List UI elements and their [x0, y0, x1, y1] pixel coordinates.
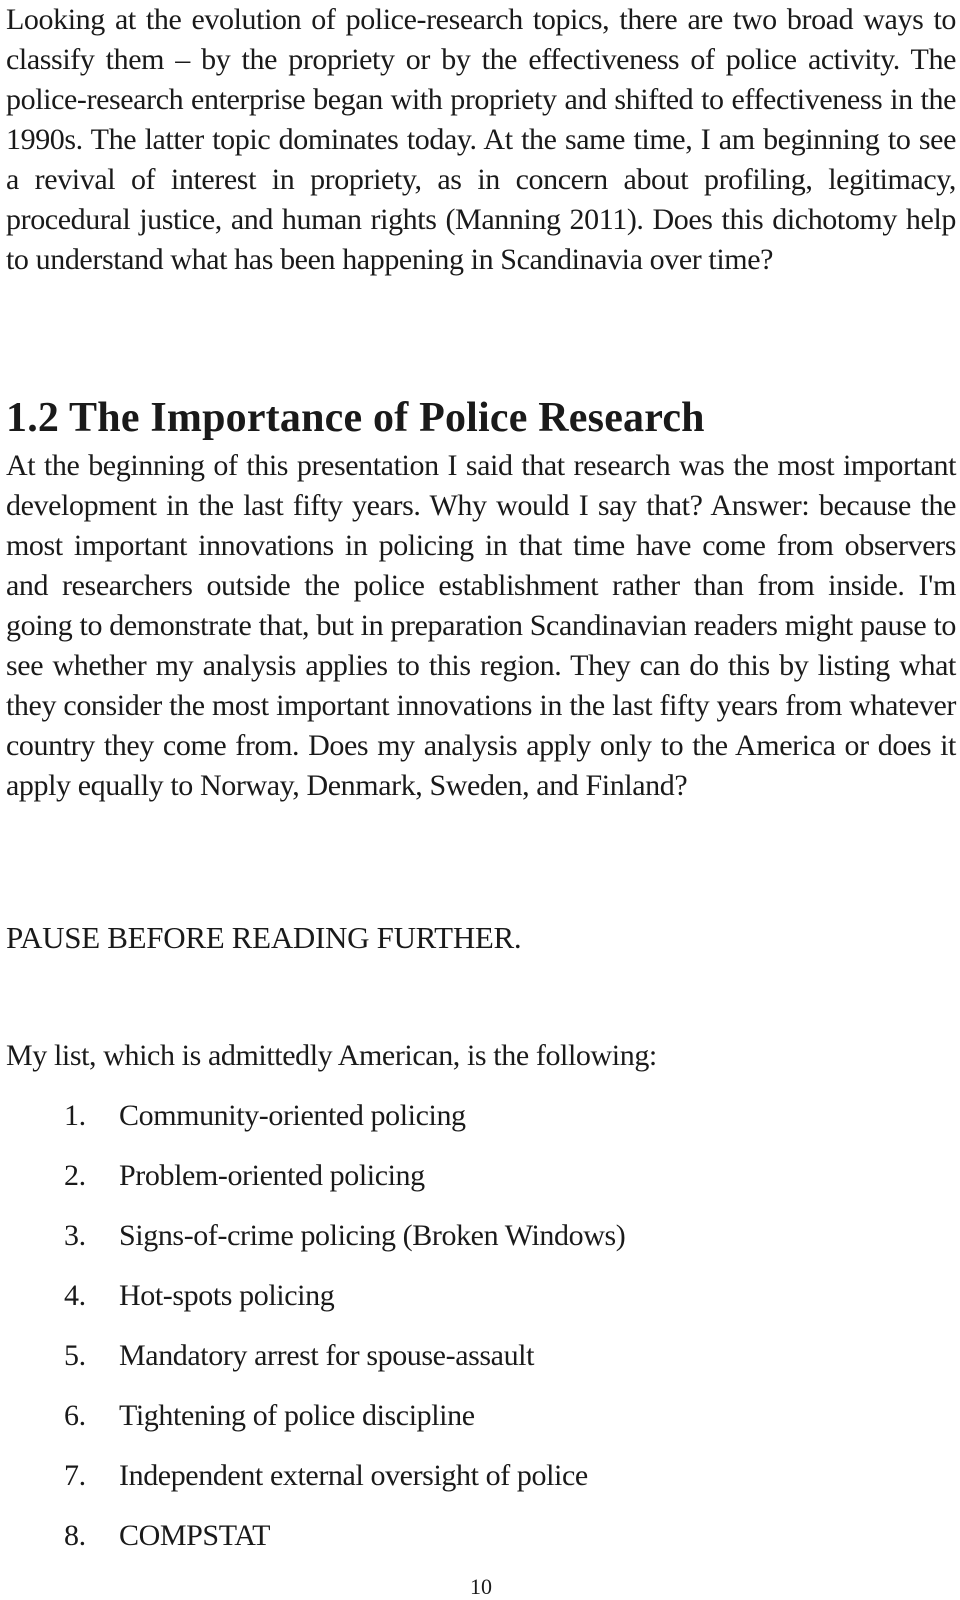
list-item-number: 5. — [64, 1339, 86, 1372]
list-item-text: Signs-of-crime policing (Broken Windows) — [119, 1219, 626, 1252]
list-item-text: Problem-oriented policing — [119, 1159, 425, 1192]
pause-note: PAUSE BEFORE READING FURTHER. — [6, 920, 522, 955]
section-heading: 1.2 The Importance of Police Research — [6, 395, 705, 441]
list-intro: My list, which is admittedly American, is the following: — [6, 1039, 657, 1072]
list-item-number: 8. — [64, 1519, 86, 1552]
list-item — [6, 1336, 956, 1396]
list-item — [6, 1516, 956, 1576]
body-paragraph: Looking at the evolution of police-research topics, there are two broad ways to classify them – by the propriety or by the effectiveness of police activity. The police-research enterprise began with propriety and shifted to effectiveness in the 1990s. The latter topic dominates today. At the same time, I am beginning to see a revival of interest in propriety, as in concern about profiling, legitimacy, procedural justice, and human rights (Manning 2011). Does this dichotomy help to understand what has been happening in Scandinavia over time? — [6, 3, 956, 276]
list-item-number: 1. — [64, 1099, 86, 1132]
list-item-text: COMPSTAT — [119, 1519, 271, 1552]
list-item-text: Independent external oversight of police — [119, 1459, 588, 1492]
list-item-text: Community-oriented policing — [119, 1099, 466, 1132]
list-item — [6, 1396, 956, 1456]
list-item — [6, 1216, 956, 1276]
page-number: 10 — [470, 1574, 492, 1599]
list-item-number: 6. — [64, 1399, 86, 1432]
list-item — [6, 1276, 956, 1336]
list-item-text: Tightening of police discipline — [119, 1399, 475, 1432]
list-item-number: 7. — [64, 1459, 86, 1492]
list-item-number: 4. — [64, 1279, 86, 1312]
list-item-text: Hot-spots policing — [119, 1279, 335, 1312]
body-paragraph: At the beginning of this presentation I said that research was the most important development in the last fifty years. Why would I say that? Answer: because the most important innovations in policing in that time have come from observers and researchers outside the police establishment rather than from inside. I'm going to demonstrate that, but in preparation Scandinavian readers might pause to see whether my analysis applies to this region. They can do this by listing what they consider the most important innovations in the last fifty years from whatever country they come from. Does my analysis apply only to the America or does it apply equally to Norway, Denmark, Sweden, and Finland? — [6, 449, 956, 802]
list-item-number: 2. — [64, 1159, 86, 1192]
list-item — [6, 1456, 956, 1516]
document-page — [6, 0, 956, 1600]
list-item — [6, 1096, 956, 1156]
innovations-list — [6, 1096, 956, 1576]
list-item-number: 3. — [64, 1219, 86, 1252]
list-item — [6, 1156, 956, 1216]
list-item-text: Mandatory arrest for spouse-assault — [119, 1339, 535, 1372]
